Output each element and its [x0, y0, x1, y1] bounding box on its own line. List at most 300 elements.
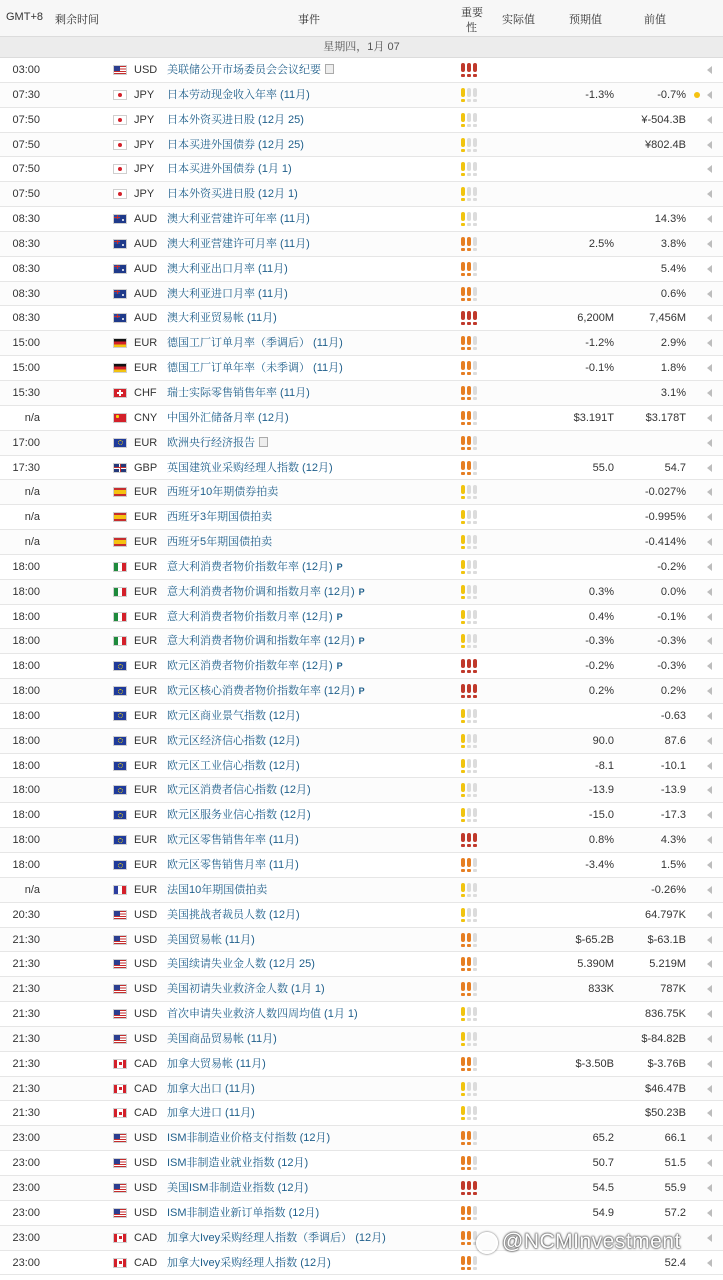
table-row[interactable]: [0, 1101, 723, 1126]
event-link[interactable]: [167, 754, 300, 778]
event-time: 18:00: [12, 759, 40, 772]
event-link[interactable]: [167, 331, 343, 355]
table-row[interactable]: [0, 108, 723, 133]
event-title[interactable]: 澳大利亚出口月率 (11月): [167, 262, 288, 275]
event-title[interactable]: 欧元区工业信心指数 (12月): [167, 759, 300, 772]
currency-code: EUR: [134, 660, 158, 673]
importance-bar: [473, 610, 477, 624]
event-title[interactable]: 德国工厂订单月率（季调后） (11月): [167, 337, 343, 350]
country-flag-icon: [113, 984, 127, 994]
importance-bar: [461, 1106, 465, 1120]
importance-bar: [467, 759, 471, 773]
event-link[interactable]: [167, 555, 343, 579]
expand-arrow-icon[interactable]: [707, 1109, 712, 1117]
table-row[interactable]: [0, 778, 723, 803]
table-row[interactable]: [0, 977, 723, 1002]
expand-arrow-icon[interactable]: [707, 513, 712, 521]
table-row[interactable]: [0, 853, 723, 878]
importance-bar: [473, 659, 477, 673]
expand-arrow-icon[interactable]: [707, 762, 712, 770]
importance-bar: [461, 386, 465, 400]
country-flag-icon: [113, 338, 127, 348]
event-title[interactable]: 首次申请失业救济人数四周均值 (1月 1): [167, 1008, 358, 1021]
country-flag-icon: [113, 1158, 127, 1168]
event-time: 18:00: [12, 709, 40, 722]
importance-bar: [467, 610, 471, 624]
event-link[interactable]: [167, 133, 304, 157]
event-link[interactable]: [167, 1101, 255, 1125]
previous-value: 1.8%: [660, 362, 686, 375]
event-title[interactable]: 加拿大Ivey采购经理人指数 (12月): [167, 1256, 331, 1269]
event-link[interactable]: [167, 605, 343, 629]
expand-arrow-icon[interactable]: [707, 389, 712, 397]
event-link[interactable]: [167, 306, 277, 330]
event-link[interactable]: [167, 257, 288, 281]
expand-arrow-icon[interactable]: [707, 215, 712, 223]
event-link[interactable]: [167, 83, 310, 107]
event-title[interactable]: ISM非制造业就业指数 (12月): [167, 1157, 309, 1170]
forecast-value: 833K: [588, 983, 614, 996]
event-link[interactable]: [167, 1027, 277, 1051]
event-title[interactable]: 欧元区核心消费者物价指数年率 (12月): [167, 685, 355, 698]
event-link[interactable]: [167, 1251, 331, 1275]
expand-arrow-icon[interactable]: [707, 911, 712, 919]
event-link[interactable]: [167, 1201, 319, 1225]
table-row[interactable]: [0, 903, 723, 928]
expand-arrow-icon[interactable]: [707, 712, 712, 720]
preliminary-badge: P: [336, 661, 343, 672]
country-flag-icon: [113, 363, 127, 373]
table-row[interactable]: [0, 605, 723, 630]
expand-arrow-icon[interactable]: [707, 339, 712, 347]
event-link[interactable]: [167, 778, 311, 802]
event-link[interactable]: [167, 803, 311, 827]
event-title[interactable]: 加拿大Ivey采购经理人指数（季调后） (12月): [167, 1231, 386, 1244]
expand-arrow-icon[interactable]: [707, 811, 712, 819]
importance-indicator: [461, 1256, 477, 1270]
preliminary-badge: P: [358, 686, 365, 697]
event-title[interactable]: 意大利消费者物价调和指数年率 (12月): [167, 635, 355, 648]
expand-arrow-icon[interactable]: [707, 1259, 712, 1267]
currency-code: AUD: [134, 237, 158, 250]
currency-code: JPY: [134, 138, 155, 151]
event-title[interactable]: 欧元区消费者物价指数年率 (12月): [167, 660, 333, 673]
forecast-value: 6,200M: [577, 312, 614, 325]
expand-arrow-icon[interactable]: [707, 1209, 712, 1217]
event-title[interactable]: 澳大利亚进口月率 (11月): [167, 287, 288, 300]
importance-bar: [461, 1206, 465, 1220]
expand-arrow-icon[interactable]: [707, 314, 712, 322]
document-icon[interactable]: [259, 437, 268, 447]
previous-value: $-63.1B: [647, 933, 686, 946]
event-title[interactable]: 加拿大进口 (11月): [167, 1107, 255, 1120]
event-link[interactable]: [167, 878, 267, 902]
currency-code: EUR: [134, 511, 158, 524]
event-time: n/a: [24, 536, 40, 549]
expand-arrow-icon[interactable]: [707, 91, 712, 99]
importance-bar: [473, 1057, 477, 1071]
previous-value: 64.797K: [645, 908, 686, 921]
table-row[interactable]: [0, 182, 723, 207]
event-title[interactable]: 意大利消费者物价调和指数月率 (12月): [167, 585, 355, 598]
table-row[interactable]: [0, 654, 723, 679]
expand-arrow-icon[interactable]: [707, 786, 712, 794]
country-flag-icon: [113, 289, 127, 299]
event-title[interactable]: 美联储公开市场委员会会议纪要: [167, 64, 321, 76]
importance-bar: [467, 659, 471, 673]
currency-code: USD: [134, 958, 158, 971]
expand-arrow-icon[interactable]: [707, 613, 712, 621]
event-link[interactable]: [167, 1077, 255, 1101]
previous-value: $-3.76B: [647, 1057, 686, 1070]
expand-arrow-icon[interactable]: [707, 538, 712, 546]
previous-value: -0.027%: [645, 486, 686, 499]
event-link[interactable]: [167, 928, 255, 952]
event-title[interactable]: 英国建筑业采购经理人指数 (12月): [167, 461, 333, 474]
event-title[interactable]: 美国商品贸易帐 (11月): [167, 1032, 277, 1045]
event-link[interactable]: [167, 1151, 308, 1175]
event-title[interactable]: 美国续请失业金人数 (12月 25): [167, 958, 315, 971]
event-link[interactable]: [167, 157, 292, 181]
expand-arrow-icon[interactable]: [707, 165, 712, 173]
importance-bar: [473, 287, 477, 301]
forecast-value: -1.3%: [585, 88, 614, 101]
event-title[interactable]: 西班牙3年期国债拍卖: [167, 511, 273, 524]
event-link[interactable]: [167, 629, 365, 653]
expand-arrow-icon[interactable]: [707, 588, 712, 596]
country-flag-icon: [113, 910, 127, 920]
table-row[interactable]: [0, 456, 723, 481]
table-row[interactable]: [0, 679, 723, 704]
expand-arrow-icon[interactable]: [707, 1010, 712, 1018]
table-row[interactable]: [0, 505, 723, 530]
event-title[interactable]: 中国外汇储备月率 (12月): [167, 411, 289, 424]
event-title[interactable]: 日本买进外国债券 (12月 25): [167, 138, 304, 151]
event-time: 18:00: [12, 685, 40, 698]
importance-bar: [473, 1032, 477, 1046]
event-title[interactable]: 德国工厂订单年率（未季调） (11月): [167, 362, 343, 375]
importance-bar: [473, 933, 477, 947]
importance-indicator: [461, 858, 477, 872]
event-link[interactable]: [167, 1002, 358, 1026]
expand-arrow-icon[interactable]: [707, 662, 712, 670]
table-row[interactable]: [0, 58, 723, 83]
event-title[interactable]: 欧元区消费者信心指数 (12月): [167, 784, 311, 797]
table-row[interactable]: [0, 1002, 723, 1027]
event-link[interactable]: [167, 207, 310, 231]
importance-indicator: [461, 684, 477, 698]
importance-bar: [467, 908, 471, 922]
expand-arrow-icon[interactable]: [707, 960, 712, 968]
event-time: 23:00: [12, 1206, 40, 1219]
event-link[interactable]: [167, 977, 325, 1001]
expand-arrow-icon[interactable]: [707, 240, 712, 248]
table-row[interactable]: [0, 580, 723, 605]
expand-arrow-icon[interactable]: [707, 563, 712, 571]
table-row[interactable]: [0, 754, 723, 779]
actual-header: 实际值: [502, 14, 535, 26]
event-link[interactable]: [167, 679, 365, 703]
table-row[interactable]: [0, 356, 723, 381]
importance-bar: [461, 535, 465, 549]
country-flag-icon: [113, 189, 127, 199]
table-row[interactable]: [0, 282, 723, 307]
table-row[interactable]: [0, 381, 723, 406]
table-row[interactable]: [0, 530, 723, 555]
expand-arrow-icon[interactable]: [707, 439, 712, 447]
table-row[interactable]: [0, 1027, 723, 1052]
table-row[interactable]: [0, 1052, 723, 1077]
country-flag-icon: [113, 164, 127, 174]
event-link[interactable]: [167, 1176, 308, 1200]
document-icon[interactable]: [325, 64, 334, 74]
expand-arrow-icon[interactable]: [707, 364, 712, 372]
event-link[interactable]: [167, 580, 365, 604]
table-row[interactable]: [0, 1126, 723, 1151]
event-title[interactable]: 日本买进外国债券 (1月 1): [167, 163, 292, 176]
event-title[interactable]: 澳大利亚营建许可月率 (11月): [167, 237, 310, 250]
event-time: 21:30: [12, 958, 40, 971]
table-row[interactable]: [0, 1151, 723, 1176]
expand-arrow-icon[interactable]: [707, 1035, 712, 1043]
event-link[interactable]: [167, 853, 299, 877]
event-title[interactable]: 日本劳动现金收入年率 (11月): [167, 88, 310, 101]
table-row[interactable]: [0, 133, 723, 158]
country-flag-icon: [113, 885, 127, 895]
importance-bar: [461, 88, 465, 102]
preliminary-badge: P: [336, 561, 343, 572]
expand-arrow-icon[interactable]: [707, 687, 712, 695]
expand-arrow-icon[interactable]: [707, 116, 712, 124]
table-row[interactable]: [0, 1176, 723, 1201]
previous-value: 7,456M: [649, 312, 686, 325]
table-row[interactable]: [0, 331, 723, 356]
importance-indicator: [461, 808, 477, 822]
importance-bar: [467, 734, 471, 748]
importance-bar: [473, 138, 477, 152]
previous-value: 3.8%: [660, 237, 686, 250]
expand-arrow-icon[interactable]: [707, 1085, 712, 1093]
country-flag-icon: [113, 1233, 127, 1243]
event-time: 07:50: [12, 113, 40, 126]
event-link[interactable]: [167, 654, 343, 678]
expand-arrow-icon[interactable]: [707, 985, 712, 993]
importance-bar: [473, 162, 477, 176]
importance-bar: [461, 560, 465, 574]
expand-arrow-icon[interactable]: [707, 836, 712, 844]
event-title[interactable]: 美国挑战者裁员人数 (12月): [167, 908, 300, 921]
table-row[interactable]: [0, 729, 723, 754]
event-title[interactable]: 澳大利亚营建许可年率 (11月): [167, 213, 310, 226]
country-flag-icon: [113, 1108, 127, 1118]
event-link[interactable]: [167, 456, 333, 480]
event-link[interactable]: [167, 704, 300, 728]
importance-indicator: [461, 386, 477, 400]
expand-arrow-icon[interactable]: [707, 265, 712, 273]
expand-arrow-icon[interactable]: [707, 861, 712, 869]
event-link[interactable]: [167, 1052, 266, 1076]
currency-code: USD: [134, 908, 158, 921]
event-header: 事件: [298, 14, 320, 26]
table-row[interactable]: [0, 828, 723, 853]
forecast-value: 5.390M: [577, 958, 614, 971]
forecast-value: 54.9: [592, 1206, 614, 1219]
event-title[interactable]: 欧元区零售销售年率 (11月): [167, 834, 299, 847]
event-title[interactable]: 日本外资买进日股 (12月 1): [167, 188, 298, 201]
table-row[interactable]: [0, 431, 723, 456]
table-row[interactable]: [0, 406, 723, 431]
event-time: 07:50: [12, 188, 40, 201]
event-time: 07:50: [12, 163, 40, 176]
forecast-value: 0.4%: [588, 610, 614, 623]
expand-arrow-icon[interactable]: [707, 936, 712, 944]
importance-indicator: [461, 634, 477, 648]
table-row[interactable]: [0, 257, 723, 282]
event-title[interactable]: 澳大利亚贸易帐 (11月): [167, 312, 277, 325]
event-title[interactable]: 美国初请失业救济金人数 (1月 1): [167, 983, 325, 996]
table-row[interactable]: [0, 480, 723, 505]
event-title[interactable]: 加拿大贸易帐 (11月): [167, 1057, 266, 1070]
event-link[interactable]: [167, 232, 310, 256]
table-row[interactable]: [0, 1251, 723, 1276]
event-title[interactable]: 欧元区服务业信心指数 (12月): [167, 809, 311, 822]
event-title[interactable]: 瑞士实际零售销售年率 (11月): [167, 386, 310, 399]
event-link[interactable]: [167, 505, 272, 529]
event-link[interactable]: [167, 1126, 330, 1150]
expand-arrow-icon[interactable]: [707, 1184, 712, 1192]
country-flag-icon: [113, 935, 127, 945]
event-link[interactable]: [167, 729, 300, 753]
currency-code: CAD: [134, 1057, 158, 1070]
forecast-value: 90.0: [592, 734, 614, 747]
importance-indicator: [461, 1131, 477, 1145]
table-row[interactable]: [0, 232, 723, 257]
expand-arrow-icon[interactable]: [707, 1159, 712, 1167]
table-row[interactable]: [0, 555, 723, 580]
table-row[interactable]: [0, 1077, 723, 1102]
importance-indicator: [461, 709, 477, 723]
table-row[interactable]: [0, 629, 723, 654]
table-row[interactable]: [0, 952, 723, 977]
event-link[interactable]: [167, 431, 268, 455]
importance-bar: [461, 187, 465, 201]
table-row[interactable]: [0, 83, 723, 108]
importance-bar: [461, 113, 465, 127]
event-title[interactable]: 美国贸易帐 (11月): [167, 933, 255, 946]
event-link[interactable]: [167, 828, 299, 852]
importance-indicator: [461, 411, 477, 425]
country-flag-icon: [113, 661, 127, 671]
event-time: 23:00: [12, 1256, 40, 1269]
expand-arrow-icon[interactable]: [707, 1234, 712, 1242]
event-link[interactable]: [167, 530, 272, 554]
event-title[interactable]: 西班牙5年期国债拍卖: [167, 536, 273, 549]
event-title[interactable]: 欧元区商业景气指数 (12月): [167, 709, 300, 722]
table-row[interactable]: [0, 1201, 723, 1226]
importance-indicator: [461, 833, 477, 847]
country-flag-icon: [113, 115, 127, 125]
expand-arrow-icon[interactable]: [707, 66, 712, 74]
expand-arrow-icon[interactable]: [707, 637, 712, 645]
expand-arrow-icon[interactable]: [707, 886, 712, 894]
expand-arrow-icon[interactable]: [707, 141, 712, 149]
importance-indicator: [461, 237, 477, 251]
importance-bar: [473, 237, 477, 251]
table-row[interactable]: [0, 704, 723, 729]
event-link[interactable]: [167, 356, 343, 380]
event-time: 08:30: [12, 213, 40, 226]
event-title[interactable]: ISM非制造业价格支付指数 (12月): [167, 1132, 331, 1145]
importance-bar: [467, 1082, 471, 1096]
event-link[interactable]: [167, 1226, 386, 1250]
expand-arrow-icon[interactable]: [707, 1060, 712, 1068]
forecast-value: -0.1%: [585, 362, 614, 375]
event-link[interactable]: [167, 182, 298, 206]
event-link[interactable]: [167, 406, 289, 430]
importance-bar: [467, 311, 471, 325]
event-title[interactable]: 日本外资买进日股 (12月 25): [167, 113, 304, 126]
event-title[interactable]: 欧元区零售销售月率 (11月): [167, 859, 299, 871]
event-title[interactable]: 法国10年期国债拍卖: [167, 883, 268, 896]
event-title[interactable]: 西班牙10年期债券拍卖: [167, 486, 279, 499]
table-row[interactable]: [0, 306, 723, 331]
event-title[interactable]: ISM非制造业新订单指数 (12月): [167, 1206, 320, 1219]
event-link[interactable]: [167, 480, 278, 504]
country-flag-icon: [113, 810, 127, 820]
table-row[interactable]: [0, 928, 723, 953]
expand-arrow-icon[interactable]: [707, 464, 712, 472]
table-row[interactable]: [0, 157, 723, 182]
importance-bar: [473, 833, 477, 847]
table-row[interactable]: [0, 878, 723, 903]
table-row[interactable]: [0, 803, 723, 828]
importance-bar: [467, 1231, 471, 1245]
expand-arrow-icon[interactable]: [707, 488, 712, 496]
expand-arrow-icon[interactable]: [707, 414, 712, 422]
expand-arrow-icon[interactable]: [707, 190, 712, 198]
table-row[interactable]: [0, 207, 723, 232]
event-link[interactable]: [167, 282, 288, 306]
event-link[interactable]: [167, 108, 304, 132]
country-flag-icon: [113, 761, 127, 771]
event-link[interactable]: [167, 381, 310, 405]
previous-value: 51.5: [664, 1157, 686, 1170]
event-title[interactable]: 加拿大出口 (11月): [167, 1082, 255, 1095]
country-flag-icon: [113, 1208, 127, 1218]
importance-bar: [473, 684, 477, 698]
event-title[interactable]: 意大利消费者物价指数月率 (12月): [167, 610, 333, 623]
importance-indicator: [461, 535, 477, 549]
event-title[interactable]: 美国ISM非制造业指数 (12月): [167, 1181, 309, 1194]
expand-arrow-icon[interactable]: [707, 290, 712, 298]
country-flag-icon: [113, 313, 127, 323]
event-link[interactable]: [167, 903, 300, 927]
event-link[interactable]: [167, 58, 334, 82]
importance-bar: [467, 287, 471, 301]
importance-bar: [473, 759, 477, 773]
previous-value: 52.4: [664, 1256, 686, 1269]
country-flag-icon: [113, 686, 127, 696]
expand-arrow-icon[interactable]: [707, 737, 712, 745]
event-link[interactable]: [167, 952, 315, 976]
event-title[interactable]: 欧元区经济信心指数 (12月): [167, 734, 300, 747]
importance-bar: [473, 510, 477, 524]
timezone-label[interactable]: GMT+8: [6, 11, 43, 23]
event-title[interactable]: 意大利消费者物价指数年率 (12月): [167, 560, 333, 573]
importance-bar: [473, 585, 477, 599]
expand-arrow-icon[interactable]: [707, 1134, 712, 1142]
event-title[interactable]: 欧洲央行经济报告: [167, 436, 255, 449]
